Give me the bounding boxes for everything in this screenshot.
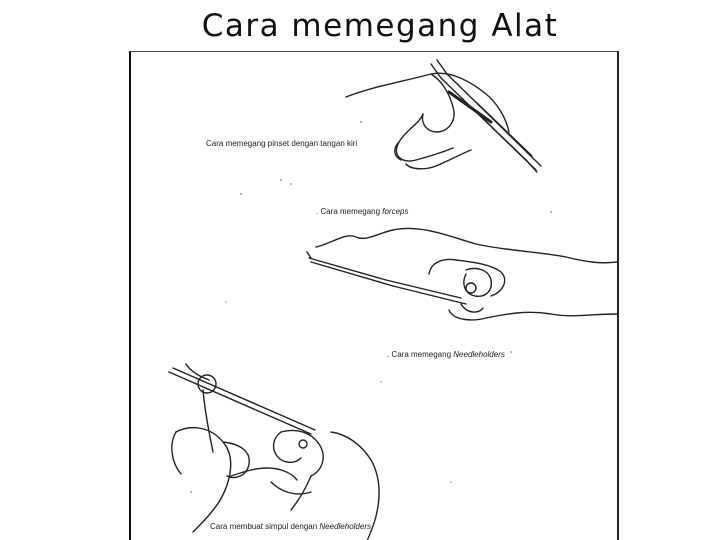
caption-forceps-prefix: . Cara memegang xyxy=(316,207,383,216)
caption-needleholder-prefix: . Cara memegang xyxy=(387,350,454,359)
caption-simpul-prefix: Cara membuat simpul dengan xyxy=(210,522,320,531)
scanned-figure xyxy=(129,51,619,540)
illustration-forceps-hand xyxy=(307,228,617,319)
caption-pinset xyxy=(206,139,357,148)
caption-pinset-text: Cara memegang pinset dengan tangan kiri xyxy=(206,139,358,148)
caption-forceps xyxy=(316,207,409,216)
caption-needleholder-term: Needleholders xyxy=(453,350,505,359)
caption-forceps-term: forceps xyxy=(382,207,409,216)
caption-simpul xyxy=(210,522,371,531)
hand-illustrations xyxy=(131,52,617,540)
slide-title: Cara memegang Alat xyxy=(201,8,559,44)
illustration-needleholder-knot xyxy=(169,364,379,540)
caption-simpul-term: Needleholders xyxy=(319,522,371,531)
scan-noise xyxy=(190,121,551,493)
illustration-pinset-hand xyxy=(346,60,541,172)
caption-needleholder xyxy=(387,350,505,359)
